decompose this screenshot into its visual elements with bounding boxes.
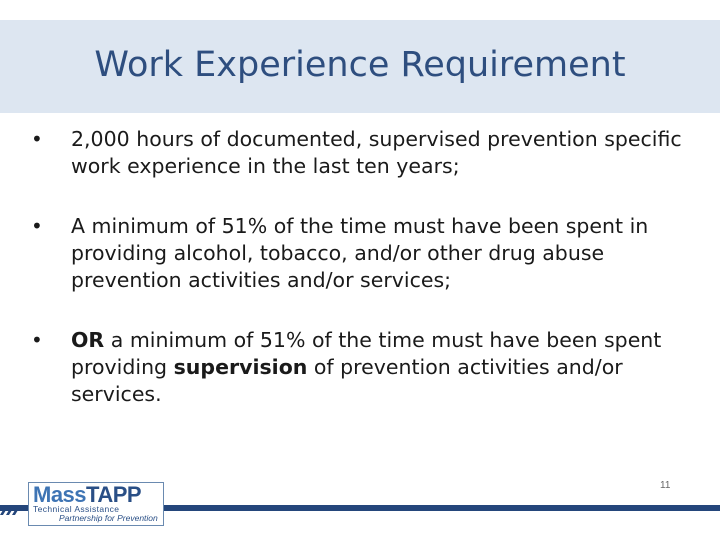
bullet-text: a minimum of 51% of the time must have been spent providing bbox=[71, 328, 662, 379]
masstapp-logo bbox=[28, 482, 164, 526]
bullet-bold-lead: OR bbox=[71, 328, 105, 352]
bullet-item bbox=[27, 126, 697, 180]
title-bar bbox=[0, 20, 720, 113]
bullet-text: A minimum of 51% of the time must have been spent in providing alcohol, tobacco, and/or other drug abuse prevention activities and/or services; bbox=[71, 214, 649, 292]
bullet-bold-inline: supervision bbox=[173, 355, 308, 379]
bullet-dot-icon: • bbox=[31, 328, 43, 352]
bullet-text-end: of prevention activities and/or services. bbox=[71, 355, 623, 406]
bullet-item bbox=[27, 213, 697, 294]
bullet-item bbox=[27, 327, 697, 408]
logo-subtitle: Technical Assistance bbox=[33, 504, 120, 514]
bullet-list bbox=[27, 126, 697, 441]
bullet-dot-icon: • bbox=[31, 127, 43, 151]
logo-tagline: Partnership for Prevention bbox=[59, 513, 158, 523]
slide-title: Work Experience Requirement bbox=[94, 44, 626, 85]
bullet-dot-icon: • bbox=[31, 214, 43, 238]
bullet-text: 2,000 hours of documented, supervised prevention specific work experience in the last ten years; bbox=[71, 127, 682, 178]
logo-wordmark: MassTAPP bbox=[33, 482, 142, 507]
page-number: 11 bbox=[660, 480, 671, 491]
